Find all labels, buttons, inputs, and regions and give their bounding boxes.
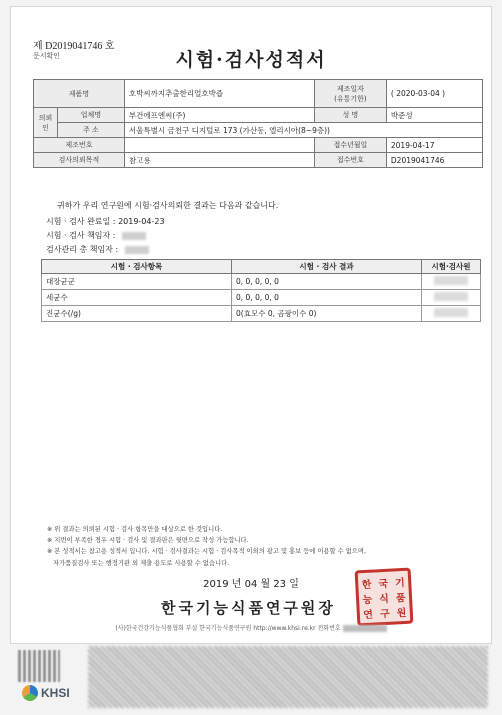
certificate-page [10, 6, 492, 644]
purpose-value: 참고용 [124, 153, 314, 168]
manager-label: 검사관리 총 책임자 : [46, 245, 119, 254]
note-line: ※ 본 성적서는 참고용 성적서 입니다. 시험 · 검사결과는 시험 · 검사목적 이외의 광고 및 홍보 등에 이용할 수 없으며, [47, 548, 366, 556]
seal-char: 원 [396, 607, 407, 619]
results-header-tester: 시험·검사원 [422, 260, 481, 274]
mfg-no-value [124, 138, 314, 153]
results-table [41, 259, 481, 322]
seal-char: 기 [394, 577, 406, 589]
redacted-manager-name [125, 246, 149, 254]
result-value: 0, 0, 0, 0, 0 [232, 290, 422, 306]
manager-line [46, 244, 149, 255]
mfg-date-label: 제조일자 (유통기한) [314, 80, 386, 108]
mfg-no-label: 제조번호 [34, 138, 125, 153]
seal-char: 식 [378, 593, 390, 605]
result-item: 진균수(/g) [42, 306, 232, 322]
redacted-tester-cell [422, 274, 481, 290]
receipt-no-label: 접수번호 [314, 153, 386, 168]
table-row [42, 306, 481, 322]
product-name-value: 호박씨까지추출한리얼호박즙 [124, 80, 314, 108]
address-value: 서울특별시 금천구 디지털로 173 (가산동, 엘리시아(8~9층)) [124, 123, 482, 138]
mfg-date-value: ( 2020-03-04 ) [386, 80, 482, 108]
test-end-date-line [46, 216, 165, 227]
address-label: 주 소 [58, 123, 125, 138]
khsi-logo-icon [22, 685, 38, 701]
redacted-barcode [88, 646, 488, 708]
results-header-item: 시험 · 검사항목 [42, 260, 232, 274]
received-date-label: 접수년월일 [314, 138, 386, 153]
note-line: ※ 지번이 부족한 경우 시험 · 검사 및 결과판은 뒷면으로 작성 가능합니다. [47, 537, 249, 545]
results-header-result: 시험 · 검사 결과 [232, 260, 422, 274]
redacted-tester-cell [422, 306, 481, 322]
tester-line [46, 230, 146, 241]
intro-text: 귀하가 우리 연구원에 시험·검사의뢰한 결과는 다음과 같습니다. [57, 201, 279, 210]
client-group-label: 의뢰인 [34, 108, 58, 138]
khsi-logo-text: KHSI [41, 686, 70, 700]
test-end-date-value: 2019-04-23 [118, 217, 165, 226]
company-value: 부건에프엔씨(주) [124, 108, 314, 123]
redacted-signature [434, 308, 468, 317]
table-row [42, 274, 481, 290]
seal-char: 연 [363, 609, 374, 621]
khsi-logo [22, 685, 70, 701]
company-label: 업체명 [58, 108, 125, 123]
seal-char: 국 [378, 578, 389, 590]
notes [47, 524, 366, 569]
receipt-no-value: D2019041746 [386, 153, 482, 168]
seal-char: 품 [395, 592, 406, 604]
issue-date: 2019 년 04 월 23 일 [203, 579, 299, 590]
note-line: 자가품질검사 또는 행정기관 외 제출 용도로 사용할 수 없습니다. [47, 559, 230, 567]
test-end-date-label: 시험 · 검사 완료일 : [46, 217, 116, 226]
footer [11, 623, 491, 632]
qr-code-icon [18, 650, 60, 682]
seal-char: 한 [361, 579, 372, 591]
issuer-name: 한국기능식품연구원장 [161, 599, 336, 617]
redacted-tester-name [122, 232, 146, 240]
redacted-phone [343, 625, 387, 632]
footer-text: (사)한국건강기능식품협회 부설 한국기능식품연구원 http://www.khsi.re.kr 전화번호 [115, 625, 341, 632]
document-check-label: 문서확인 [33, 52, 61, 60]
result-value: 0, 0, 0, 0, 0 [232, 274, 422, 290]
received-date-value: 2019-04-17 [386, 138, 482, 153]
redacted-signature [434, 276, 468, 285]
client-name-value: 박준성 [386, 108, 482, 123]
result-value: 0(효모수 0, 곰팡이수 0) [232, 306, 422, 322]
tester-label: 시험 · 검사 책임자 : [46, 231, 116, 240]
redacted-signature [434, 292, 468, 301]
info-table [33, 79, 483, 168]
seal-char: 능 [362, 594, 373, 606]
note-line: ※ 위 결과는 의뢰된 시험 · 검사 항목만을 대상으로 한 것입니다. [47, 526, 223, 533]
purpose-label: 검사의뢰목적 [34, 153, 125, 168]
redacted-tester-cell [422, 290, 481, 306]
document-number: 제 D2019041746 호 [33, 41, 115, 52]
result-item: 세균수 [42, 290, 232, 306]
official-seal [355, 568, 414, 627]
product-name-label: 제품명 [34, 80, 125, 108]
page-title: 시험·검사성적서 [175, 49, 327, 71]
result-item: 대장균군 [42, 274, 232, 290]
seal-char: 구 [379, 608, 390, 620]
table-row [42, 290, 481, 306]
client-name-label: 성 명 [314, 108, 386, 123]
